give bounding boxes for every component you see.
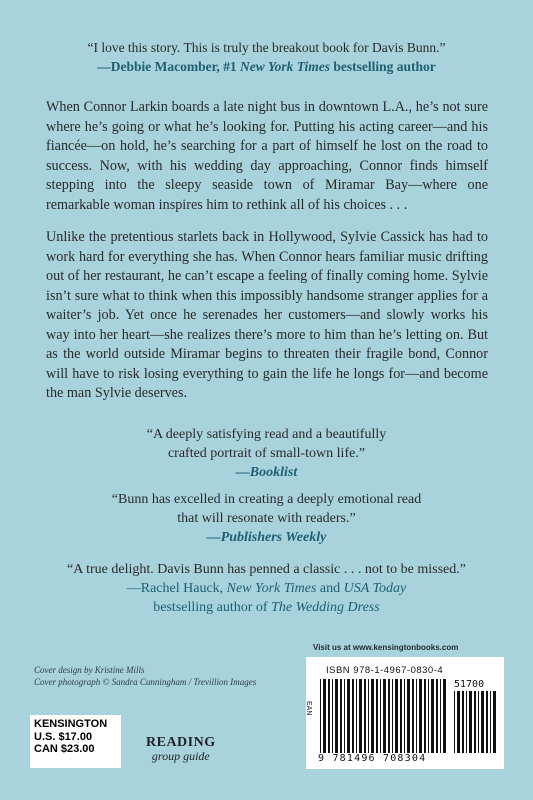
barcode-bar bbox=[478, 691, 479, 753]
barcode-bar bbox=[436, 679, 438, 753]
barcode-bar bbox=[466, 691, 467, 753]
cover-credits bbox=[34, 664, 256, 688]
line3-italic: The Wedding Dress bbox=[271, 600, 380, 615]
cover-photo-credit: Cover photograph © Sandra Cunningham / Trevillion Images bbox=[34, 677, 257, 687]
price-box bbox=[30, 715, 121, 768]
attribution-prefix: —Debbie Macomber, #1 bbox=[97, 59, 240, 74]
barcode-bar bbox=[407, 679, 410, 753]
top-endorsement-text: “I love this story. This is truly the breakout book for Davis Bunn.” bbox=[87, 40, 446, 55]
barcode-bar bbox=[440, 679, 441, 753]
barcode-bar bbox=[428, 679, 429, 753]
who-italic-2: USA Today bbox=[343, 581, 407, 596]
who-prefix: —Rachel Hauck, bbox=[126, 581, 227, 596]
barcode-bar bbox=[323, 679, 326, 753]
barcode-bar bbox=[469, 691, 472, 753]
reading-group-guide-logo bbox=[146, 735, 216, 764]
review-line: “Bunn has excelled in creating a deeply emotional read bbox=[111, 492, 422, 507]
barcode-bar bbox=[404, 679, 405, 753]
publisher-name: KENSINGTON bbox=[34, 718, 108, 730]
barcode-bar bbox=[335, 679, 338, 753]
barcode-bar bbox=[400, 679, 402, 753]
barcode bbox=[306, 657, 504, 769]
barcode-bar bbox=[443, 679, 446, 753]
price-can: CAN $23.00 bbox=[34, 743, 95, 755]
isbn-text: ISBN 978-1-4967-0830-4 bbox=[326, 665, 444, 676]
review-source: —Booklist bbox=[235, 465, 298, 480]
barcode-digits: 9 781496 708304 bbox=[318, 753, 427, 764]
review-attribution-line-3 bbox=[40, 598, 493, 617]
barcode-bar bbox=[368, 679, 369, 753]
barcode-bar bbox=[462, 691, 464, 753]
blurb-text-1: When Connor Larkin boards a late night bus in downtown L.A., he’s not sure where he’s going or what he’s looking for. Putting his acting career—and his fiancée—on hold, he’s searching for a part of himself he lost on the road to success. Now, with his wedding day approaching, Connor finds himself stepping into the sleepy seaside town of Miramar Bay—where one remarkable woman inspires him to rethink all of his choices . . . bbox=[46, 99, 488, 213]
who-italic-1: New York Times bbox=[226, 581, 317, 596]
review-line: crafted portrait of small-town life.” bbox=[167, 446, 366, 461]
barcode-bar bbox=[332, 679, 333, 753]
ean-label: EAN bbox=[305, 701, 312, 716]
barcode-bar bbox=[356, 679, 357, 753]
barcode-bar bbox=[352, 679, 354, 753]
barcode-bar bbox=[454, 691, 455, 753]
barcode-bar bbox=[431, 679, 434, 753]
group-guide-label: group guide bbox=[151, 749, 210, 763]
publisher-website: Visit us at www.kensingtonbooks.com bbox=[313, 643, 459, 652]
barcode-bar bbox=[493, 691, 496, 753]
barcode-bar bbox=[392, 679, 393, 753]
review-line: that will resonate with readers.” bbox=[177, 511, 356, 526]
barcode-bar bbox=[486, 691, 488, 753]
barcode-bar bbox=[328, 679, 330, 753]
line3-prefix: bestselling author of bbox=[153, 600, 272, 615]
barcode-bar bbox=[419, 679, 422, 753]
review-booklist bbox=[40, 425, 493, 482]
barcode-bar bbox=[383, 679, 386, 753]
barcode-bar bbox=[416, 679, 417, 753]
review-source: —Publishers Weekly bbox=[206, 530, 327, 545]
attribution-italic: New York Times bbox=[239, 59, 330, 74]
barcode-bar bbox=[371, 679, 374, 753]
barcode-bar bbox=[457, 691, 460, 753]
reading-label: READING bbox=[146, 735, 216, 750]
barcode-bar bbox=[359, 679, 362, 753]
barcode-bar bbox=[380, 679, 381, 753]
barcode-bar bbox=[412, 679, 414, 753]
barcode-bar bbox=[376, 679, 378, 753]
review-line: “A deeply satisfying read and a beautifully bbox=[146, 427, 387, 442]
who-mid: and bbox=[316, 581, 344, 596]
review-line: “A true delight. Davis Bunn has penned a classic . . . not to be missed.” bbox=[67, 562, 466, 577]
review-publishers-weekly bbox=[40, 490, 493, 547]
barcode-bar bbox=[340, 679, 342, 753]
barcode-bar bbox=[481, 691, 484, 753]
price-us: U.S. $17.00 bbox=[34, 730, 93, 743]
top-endorsement bbox=[40, 38, 493, 76]
blurb-text-2: Unlike the pretentious starlets back in Hollywood, Sylvie Cassick has had to work hard for everything she has. When Connor hears familiar music drifting out of her restaurant, he can’t escape a feeling of finally coming home. Sylvie isn’t sure what to think when this impossibly handsome stranger applies for a waiter’s job. Yet once he serenades her customers—and slowly works his way into her heart—she realizes there’s more to him than he’s letting on. But as the world outside Miramar begins to threaten their fragile bond, Connor will have to risk losing everything to gain the life he longs for—and become the man Sylvie deserves. bbox=[46, 229, 488, 401]
review-rachel-hauck bbox=[40, 560, 493, 617]
barcode-bar bbox=[395, 679, 398, 753]
top-endorsement-attribution bbox=[40, 57, 493, 76]
price-code: 51700 bbox=[454, 679, 485, 690]
barcode-bar bbox=[424, 679, 426, 753]
blurb-paragraph-2 bbox=[46, 228, 488, 404]
barcode-bar bbox=[388, 679, 390, 753]
barcode-bar bbox=[364, 679, 366, 753]
main-barcode-bars bbox=[320, 679, 448, 753]
cover-design-credit: Cover design by Kristine Mills bbox=[34, 665, 145, 675]
blurb-paragraph-1 bbox=[46, 98, 488, 215]
barcode-bar bbox=[320, 679, 321, 753]
barcode-bar bbox=[474, 691, 476, 753]
barcode-bar bbox=[347, 679, 350, 753]
review-attribution bbox=[40, 579, 493, 598]
barcode-bar bbox=[490, 691, 491, 753]
addon-barcode-bars bbox=[454, 691, 500, 753]
attribution-suffix: bestselling author bbox=[329, 59, 436, 74]
barcode-bar bbox=[344, 679, 345, 753]
